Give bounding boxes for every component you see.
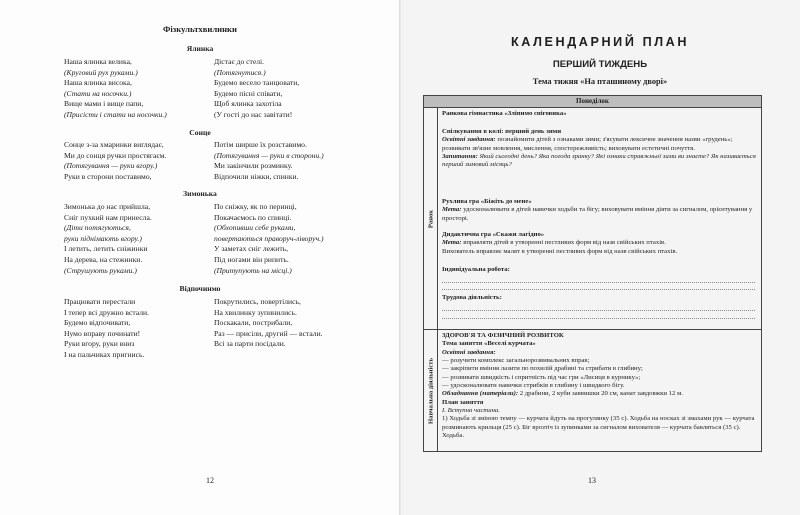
- poem-line: (Стати на носочки.): [64, 88, 132, 98]
- circle-talk-questions: [442, 153, 757, 170]
- game2-extra: Вихователь вправляє малят в утворенні пестливих форм від назв свійських птахів.: [442, 247, 678, 255]
- circle-talk-block: [442, 128, 757, 170]
- labor-activity: [442, 294, 757, 302]
- equipment-text: 2 драбини, 2 куби заввишки 20 см, канат завдовжки 12 м.: [518, 390, 683, 398]
- poem-line: Наша ялинка висока,: [64, 78, 132, 88]
- poem-line: (Круговий рух руками.): [64, 67, 138, 77]
- fill-line: [442, 310, 755, 311]
- learning-side-cell: [424, 330, 438, 451]
- poem-line: Всі за парти посідали.: [214, 339, 286, 349]
- game1-goal-label: Мета:: [442, 206, 462, 214]
- poem-line: (Обхопивши себе руками,: [214, 223, 296, 233]
- individual-work-label: Індивідуальна робота:: [442, 266, 510, 273]
- poem-sontse-col-a: [64, 140, 166, 182]
- poem-line: (Потягування — руки вгору.): [64, 161, 158, 171]
- poem-line: Сніг пухкий нам принесла.: [64, 212, 152, 222]
- poem-line: І тепер всі дружно встали.: [64, 307, 149, 317]
- game1-goal: [442, 206, 757, 223]
- week-title: ПЕРШИЙ ТИЖДЕНЬ: [552, 59, 648, 70]
- equipment-label: Обладнання (матеріали):: [442, 390, 519, 398]
- goals-text: познайомити дітей з ознаками зими; з'ясувати лексичне значення назви «грудень»; розвивати зв'язне мовлення, мислення, спостережливість; виховувати естетичні почуття.: [442, 136, 733, 152]
- poem-title-yalynka: Ялинка: [186, 44, 214, 53]
- plan-title: План заняття: [442, 398, 484, 406]
- poem-line: Ми до сонця ручки простягаєм.: [64, 150, 167, 160]
- morning-gym-title: Ранкова гімнастика «Зліпимо сніговика»: [442, 110, 567, 117]
- game1-goal-text: удосконалювати в дітей навички ходьби та бігу; виховувати вміння діяти за сигналом, орієнтування у просторі.: [442, 206, 753, 222]
- morning-gym: [442, 110, 757, 118]
- poem-line: повертаються праворуч-ліворуч.): [214, 233, 324, 243]
- poem-yalynka-col-b: [214, 57, 299, 121]
- morning-label: Ранок: [427, 209, 434, 228]
- poem-zymonka-col-b: [214, 202, 324, 276]
- game2-goal-label: Мета:: [442, 239, 462, 247]
- poem-line: (Потягування — руки в сторони.): [214, 150, 324, 160]
- poem-line: Наша ялинка велика,: [64, 57, 132, 66]
- poem-line: Щоб ялинка захотіла: [214, 99, 282, 109]
- poem-line: Працювати перестали: [64, 297, 136, 306]
- poem-line: Будемо пісні співати,: [214, 88, 283, 98]
- poem-line: Зимонька до нас прийшла,: [64, 202, 150, 211]
- part1-title: І. Вступна частина.: [442, 407, 500, 415]
- calendar-plan-title: КАЛЕНДАРНИЙ ПЛАН: [510, 35, 690, 49]
- poem-title-vidpochynmo: Відпочинмо: [179, 284, 221, 293]
- poem-line: Будемо весело танцювати,: [214, 78, 300, 88]
- poem-line: Нумо вправу починати!: [64, 328, 141, 338]
- poem-line: На дерева, на стежинки.: [64, 254, 143, 264]
- poem-line: Дістає до стелі.: [214, 57, 265, 66]
- page-number-left: 12: [206, 476, 214, 485]
- poem-line: Раз — присіли, другий — встали.: [214, 328, 323, 338]
- poem-line: На хвилинку зупинились.: [214, 307, 297, 317]
- learning-section-title: ЗДОРОВ'Я ТА ФІЗИЧНИЙ РОЗВИТОК: [442, 332, 564, 339]
- poem-yalynka-col-a: [64, 57, 167, 121]
- poem-line: Сонце з-за хмаринки виглядає,: [64, 140, 164, 149]
- fill-line: [442, 318, 755, 319]
- learning-goal-item: — удосконалювати навички стрибків в глибину і швидкого бігу.: [442, 382, 625, 390]
- learning-block: [442, 332, 757, 440]
- poem-line: Поскакали, пострибали,: [214, 318, 293, 328]
- poem-vidpochynmo-col-b: [214, 297, 323, 350]
- poem-line: (Потягнутися.): [214, 67, 266, 77]
- poem-line: (Діти потягуються,: [64, 223, 131, 233]
- game2-block: [442, 231, 757, 256]
- poem-line: Ми закінчили розминку.: [214, 161, 293, 171]
- circle-talk-title: Спілкування в колі: перший день зими: [442, 128, 562, 135]
- poem-line: (Струшують руками.): [64, 265, 137, 275]
- row-divider: [424, 329, 761, 330]
- poem-line: Будемо відпочивати,: [64, 318, 131, 328]
- learning-label: Навчальна діяльність: [427, 357, 434, 424]
- plan-table: [423, 95, 762, 452]
- poem-line: (Присісти і стати на носочки.): [64, 109, 167, 119]
- learning-goal-item: — розучити комплекс загальнорозвивальних вправ;: [442, 357, 590, 365]
- poem-line: І летить, летить сніжинки: [64, 244, 148, 254]
- poem-title-sontse: Сонце: [189, 128, 211, 137]
- learning-goal-item: — закріпити вміння лазити по похилій драбині та стрибати в глибину;: [442, 365, 643, 373]
- individual-work: [442, 266, 757, 274]
- poem-sontse-col-b: [214, 140, 324, 182]
- poem-line: Руки вгору, руки вниз: [64, 339, 135, 349]
- learning-goals-label: Освітні завдання:: [442, 348, 496, 356]
- page-number-right: 13: [588, 476, 596, 485]
- equipment-line: [442, 390, 757, 398]
- goals-label: Освітні завдання:: [442, 136, 496, 144]
- week-theme: Тема тижня «На пташиному дворі»: [532, 77, 668, 86]
- poem-line: Покрутились, повертілись,: [214, 297, 301, 306]
- morning-side-cell: [424, 108, 438, 329]
- game1-title: Рухлива гра «Біжіть до мене»: [442, 198, 532, 205]
- poem-line: Відпочили ніжки, спинки.: [214, 171, 299, 181]
- poem-line: У заметах сніг лежить,: [214, 244, 289, 254]
- fill-line: [442, 282, 755, 283]
- poem-line: Покачаємось по спинці.: [214, 212, 292, 222]
- poem-zymonka-col-a: [64, 202, 152, 276]
- poem-line: Вище мами і вище папи,: [64, 99, 144, 109]
- fill-line: [442, 289, 755, 290]
- questions-text: Який сьогодні день? Яка погода зранку? Які ознаки справжньої зими ви знаєте? Як називається перший зимовий місяць?: [442, 153, 756, 169]
- game2-title: Дидактична гра «Скажи лагідно»: [442, 231, 545, 238]
- game2-goal: [442, 239, 757, 247]
- left-page-title: Фізкультхвилинки: [163, 24, 237, 34]
- poem-line: (Притупують на місці.): [214, 265, 292, 275]
- poem-vidpochynmo-col-a: [64, 297, 149, 361]
- labor-activity-label: Трудова діяльність:: [442, 294, 502, 301]
- lesson-title: Тема заняття «Веселі курчата»: [442, 340, 536, 348]
- game2-goal-text: вправляти дітей в утворенні пестливих форм від назв свійських птахів.: [461, 239, 666, 247]
- poem-line: Руки в сторони поставимо,: [64, 171, 152, 181]
- poem-line: І на пальчиках пригнись.: [64, 349, 145, 359]
- questions-label: Запитання:: [442, 153, 478, 161]
- day-header: Понеділок: [424, 96, 761, 108]
- poem-line: По сніжку, як по перинці,: [214, 202, 297, 211]
- poem-line: (У гості до нас завітати!: [214, 109, 293, 119]
- poem-title-zymonka: Зимонька: [183, 189, 217, 198]
- learning-goal-item: — розвивати швидкість і спритність під час гри «Лисиця в курнику»;: [442, 373, 641, 381]
- circle-talk-goals: [442, 136, 757, 153]
- poem-line: Під ногами він рипить.: [214, 254, 289, 264]
- game1-block: [442, 198, 757, 223]
- walk-text: 1) Ходьба зі зміною темпу — курчата йдуть на прогулянку (35 с). Ходьба на носках зі змахами рук — курчата розминають крильця (25 с). Біг врозтіч із зупинками за сигналом вихователя — курчата бавляться (35 с). Ходьба.: [442, 415, 755, 440]
- poem-line: руки піднімають вгору.): [64, 233, 142, 243]
- poem-line: Потім ширше їх розставимо.: [214, 140, 307, 149]
